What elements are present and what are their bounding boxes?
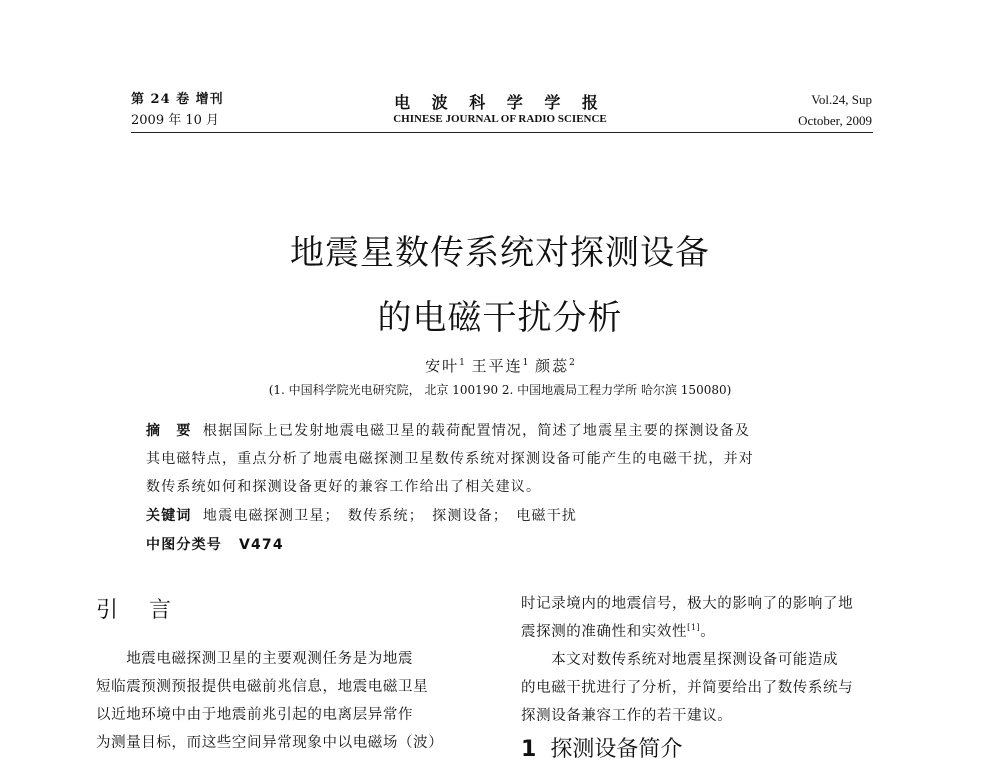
- section-number: 1: [521, 737, 537, 762]
- body-text-punctuation: 。: [700, 624, 716, 640]
- section-heading-introduction: 引 言: [96, 598, 183, 623]
- body-text-line: [521, 620, 715, 641]
- author-affiliation-mark: 1: [522, 358, 529, 368]
- journal-title-cn: 电 波 科 学 学 报: [394, 93, 606, 112]
- body-text-line: 以近地环境中由于地震前兆引起的电离层异常作: [96, 707, 414, 723]
- abstract-label: 摘 要: [146, 423, 192, 439]
- author-affiliation: (1. 中国科学院光电研究院， 北京 100190 2. 中国地震局工程力学所 哈尔滨 150080): [268, 383, 732, 397]
- header-date-cn: 2009 年 10 月: [131, 113, 220, 128]
- abstract-text: 根据国际上已发射地震电磁卫星的载荷配置情况，简述了地震星主要的探测设备及: [202, 423, 751, 439]
- section-title: 探测设备简介: [550, 737, 683, 762]
- header-rule: [131, 132, 873, 133]
- article-title-line-1: 地震星数传系统对探测设备: [290, 233, 710, 273]
- classification-label: 中图分类号: [146, 537, 222, 553]
- author-affiliation-mark: 1: [459, 358, 465, 368]
- keywords-text: 地震电磁探测卫星； 数传系统； 探测设备； 电磁干扰: [202, 508, 578, 524]
- classification-value: V474: [238, 537, 284, 553]
- journal-title-en: CHINESE JOURNAL OF RADIO SCIENCE: [393, 113, 607, 125]
- author-list: [0, 355, 1000, 376]
- body-text-line: 地震电磁探测卫星的主要观测任务是为地震: [96, 651, 414, 667]
- body-text-line: 探测设备兼容工作的若干建议。: [521, 708, 733, 724]
- body-text-line: 的电磁干扰进行了分析，并简要给出了数传系统与: [521, 680, 854, 696]
- keywords-label: 关键词: [146, 508, 192, 524]
- citation-reference: [1]: [687, 623, 701, 633]
- header-volume-cn: 第 24 卷 增刊: [131, 92, 224, 107]
- article-title-line-2: 的电磁干扰分析: [377, 298, 623, 338]
- body-text-line: 为测量目标，而这些空间异常现象中以电磁场（波）: [96, 735, 444, 751]
- header-date-en: October, 2009: [798, 113, 872, 128]
- abstract-line: [146, 420, 750, 440]
- header-volume-en: Vol.24, Sup: [811, 92, 872, 107]
- classification-line: [146, 534, 284, 554]
- abstract-text: 其电磁特点，重点分析了地震电磁探测卫星数传系统对探测设备可能产生的电磁干扰，并对: [146, 451, 754, 467]
- body-text-line: 时记录境内的地震信号，极大的影响了的影响了地: [521, 596, 854, 612]
- author-name: 王平连: [471, 357, 523, 375]
- author-name: 安叶: [425, 357, 460, 375]
- keywords-line: [146, 505, 577, 525]
- author-affiliation-mark: 2: [569, 358, 575, 368]
- abstract-text: 数传系统如何和探测设备更好的兼容工作给出了相关建议。: [146, 479, 542, 495]
- body-text-line: 短临震预测预报提供电磁前兆信息，地震电磁卫星: [96, 679, 429, 695]
- author-name: 颜蕊: [535, 357, 570, 375]
- body-text: 震探测的准确性和实效性: [521, 624, 688, 640]
- body-text-line: 本文对数传系统对地震星探测设备可能造成: [521, 652, 839, 668]
- section-heading-1: [521, 732, 682, 763]
